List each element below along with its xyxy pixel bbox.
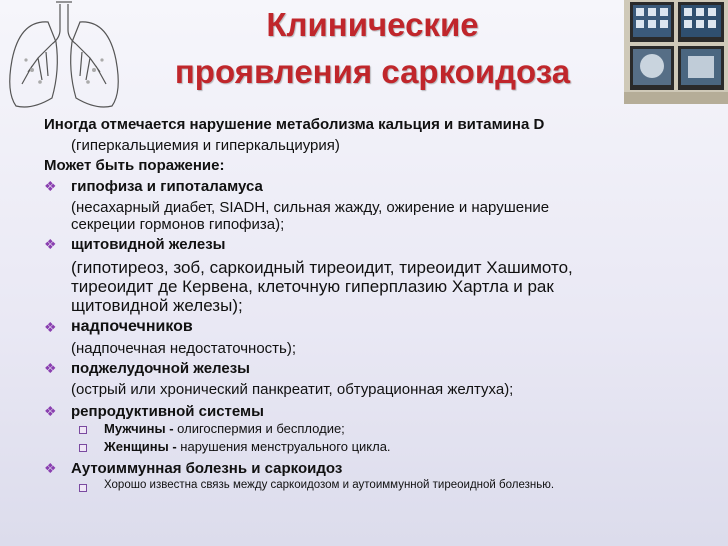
intro-heading: Иногда отмечается нарушение метаболизма кальция и витамина D [44, 116, 545, 133]
square-bullet-icon [79, 484, 87, 492]
item-label: Аутоиммунная болезнь и саркоидоз [71, 460, 343, 477]
item-label: репродуктивной системы [71, 403, 264, 420]
item-detail: (несахарный диабет, SIADH, сильная жажду, ожирение и нарушение [71, 199, 550, 216]
intro-detail: (гиперкальциемия и гиперкальциурия) [71, 137, 340, 154]
subitem: Мужчины - олигоспермия и бесплодие; [104, 421, 345, 436]
item-detail: щитовидной железы); [71, 296, 243, 315]
slide-title-line1: Клинические [266, 6, 479, 43]
item-label: надпочечников [71, 318, 193, 335]
item-detail: (надпочечная недостаточность); [71, 340, 297, 357]
item-detail: (гипотиреоз, зоб, саркоидный тиреоидит, тиреоидит Хашимото, [71, 258, 573, 277]
item-detail: (острый или хронический панкреатит, обтурационная желтуха); [71, 381, 514, 398]
diamond-bullet-icon: ❖ [44, 236, 57, 252]
diamond-bullet-icon: ❖ [44, 460, 57, 476]
item-label: щитовидной железы [71, 236, 226, 253]
item-detail: тиреоидит де Кервена, клеточную гиперплазию Хартла и рак [71, 277, 554, 296]
square-bullet-icon [79, 426, 87, 434]
subitem: Женщины - нарушения менструального цикла. [104, 439, 391, 454]
lungs-illustration [2, 0, 128, 112]
diamond-bullet-icon: ❖ [44, 360, 57, 376]
slide-title-line2: проявления саркоидоза [174, 53, 571, 90]
item-label: поджелудочной железы [71, 360, 250, 377]
diamond-bullet-icon: ❖ [44, 178, 57, 194]
monitors-photo [624, 0, 728, 104]
item-label: гипофиза и гипоталамуса [71, 178, 263, 195]
subheading: Может быть поражение: [44, 157, 225, 174]
item-detail: секреции гормонов гипофиза); [71, 216, 285, 233]
square-bullet-icon [79, 444, 87, 452]
subitem: Хорошо известна связь между саркоидозом и аутоиммунной тиреоидной болезнью. [104, 479, 555, 491]
diamond-bullet-icon: ❖ [44, 403, 57, 419]
diamond-bullet-icon: ❖ [44, 319, 57, 335]
